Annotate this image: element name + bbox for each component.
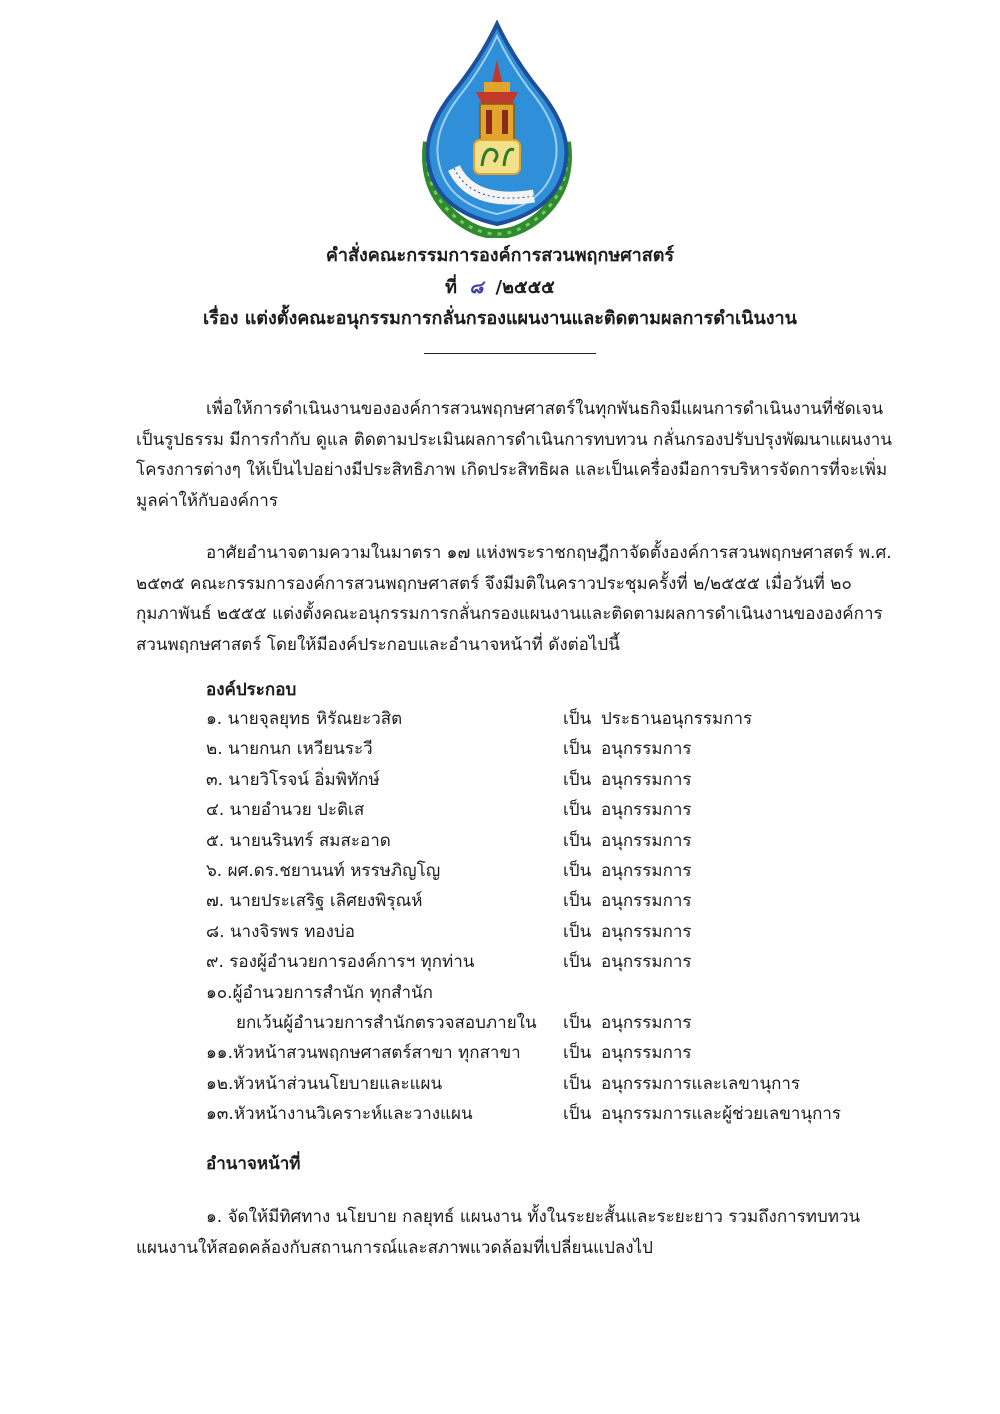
member-pen: เป็น <box>563 1104 592 1125</box>
member-role: อนุกรรมการ <box>601 891 692 912</box>
duties-paragraph <box>136 1202 888 1263</box>
member-name: ๑. นายจุลยุทธ หิรัณยะวสิต <box>206 709 403 729</box>
header-divider <box>424 353 596 354</box>
member-pen: เป็น <box>563 1073 592 1094</box>
member-pen: เป็น <box>563 952 592 973</box>
member-role: อนุกรรมการ <box>601 860 692 881</box>
member-name: ๙. รองผู้อำนวยการองค์การฯ ทุกท่าน <box>206 952 475 973</box>
member-role: อนุกรรมการ <box>601 800 692 821</box>
member-role: อนุกรรมการ <box>601 952 692 973</box>
paragraph-line: ๑. จัดให้มีทิศทาง นโยบาย กลยุทธ์ แผนงาน ทั้งในระยะสั้นและระยะยาว รวมถึงการทบทวน <box>206 1207 861 1227</box>
member-pen: เป็น <box>563 709 592 729</box>
paragraph-line: ๒๕๓๕ คณะกรรมการองค์การสวนพฤกษศาสตร์ จึงมีมติในคราวประชุมครั้งที่ ๒/๒๕๕๕ เมื่อวันที่ ๒๐ <box>136 573 852 594</box>
member-name: ๔. นายอำนวย ปะติเส <box>206 800 365 821</box>
member-name-continuation: ยกเว้นผู้อำนวยการสำนักตรวจสอบภายใน <box>236 1012 537 1033</box>
member-name: ๖. ผศ.ดร.ชยานนท์ หรรษภิญโญ <box>206 860 441 881</box>
organization-emblem-logo <box>414 20 580 238</box>
member-list <box>206 704 886 1129</box>
preamble-paragraph <box>136 394 892 516</box>
order-number-value: ๘ <box>469 277 484 298</box>
member-name: ๓. นายวิโรจน์ อิ่มพิทักษ์ <box>206 769 380 790</box>
order-number-line <box>0 272 1000 301</box>
member-pen: เป็น <box>563 1043 592 1064</box>
list-item <box>206 1038 886 1068</box>
member-role: อนุกรรมการ <box>601 739 692 760</box>
member-name: ๒. นายกนก เหวียนระวี <box>206 739 373 760</box>
member-pen: เป็น <box>563 769 592 790</box>
member-name: ๑๒.หัวหน้าส่วนนโยบายและแผน <box>206 1073 443 1094</box>
paragraph-line: เพื่อให้การดำเนินงานขององค์การสวนพฤกษศาสตร์ในทุกพันธกิจมีแผนการดำเนินงานที่ชัดเจน <box>206 399 884 419</box>
list-item <box>206 1099 886 1129</box>
member-pen: เป็น <box>563 830 592 851</box>
member-name: ๕. นายนรินทร์ สมสะอาด <box>206 830 391 851</box>
authority-paragraph <box>136 538 892 660</box>
member-pen: เป็น <box>563 860 592 881</box>
paragraph-line: มูลค่าให้กับองค์การ <box>136 490 278 511</box>
member-name: ๘. นางจิรพร ทองบ่อ <box>206 921 355 942</box>
order-number-prefix: ที่ <box>445 277 458 298</box>
member-pen: เป็น <box>563 1012 592 1033</box>
order-number-year: /๒๕๕๕ <box>495 277 555 298</box>
paragraph-line: เป็นรูปธรรม มีการกำกับ ดูแล ติดตามประเมินผลการดำเนินการทบทวน กลั่นกรองปรับปรุงพัฒนาแผนงาน <box>136 429 892 450</box>
member-pen: เป็น <box>563 800 592 821</box>
list-item <box>206 947 886 977</box>
paragraph-line: กุมภาพันธ์ ๒๕๕๕ แต่งตั้งคณะอนุกรรมการกลั่นกรองแผนงานและติดตามผลการดำเนินงานขององค์การ <box>136 604 883 624</box>
emblem-drop-icon <box>414 20 580 238</box>
member-name: ๗. นายประเสริฐ เลิศยงพิรุณห์ <box>206 891 423 912</box>
member-role: ประธานอนุกรรมการ <box>601 709 753 729</box>
member-role: อนุกรรมการ <box>601 1043 692 1064</box>
list-item <box>206 1069 886 1099</box>
list-item <box>206 886 886 916</box>
composition-heading: องค์ประกอบ <box>206 680 297 700</box>
list-item <box>206 734 886 764</box>
list-item <box>206 1008 886 1038</box>
member-role: อนุกรรมการ <box>601 1012 692 1033</box>
member-name: ๑๑.หัวหน้าสวนพฤกษศาสตร์สาขา ทุกสาขา <box>206 1043 521 1064</box>
member-pen: เป็น <box>563 921 592 942</box>
member-role: อนุกรรมการและผู้ช่วยเลขานุการ <box>601 1104 842 1125</box>
member-name: ๑๐.ผู้อำนวยการสำนัก ทุกสำนัก <box>206 982 433 1003</box>
duties-heading: อำนาจหน้าที่ <box>206 1154 301 1174</box>
paragraph-line: โครงการต่างๆ ให้เป็นไปอย่างมีประสิทธิภาพ เกิดประสิทธิผล และเป็นเครื่องมือการบริหารจัดการที่จะเพิ่ม <box>136 460 888 480</box>
member-role: อนุกรรมการ <box>601 921 692 942</box>
member-role: อนุกรรมการ <box>601 769 692 790</box>
paragraph-line: แผนงานให้สอดคล้องกับสถานการณ์และสภาพแวดล้อมที่เปลี่ยนแปลงไป <box>136 1237 653 1258</box>
member-role: อนุกรรมการ <box>601 830 692 851</box>
paragraph-line: อาศัยอำนาจตามความในมาตรา ๑๗ แห่งพระราชกฤษฎีกาจัดตั้งองค์การสวนพฤกษศาสตร์ พ.ศ. <box>206 543 892 563</box>
list-item <box>206 704 886 734</box>
monogram-icon <box>474 140 520 174</box>
order-subject: เรื่อง แต่งตั้งคณะอนุกรรมการกลั่นกรองแผนงานและติดตามผลการดำเนินงาน <box>203 308 797 329</box>
member-pen: เป็น <box>563 891 592 912</box>
order-title: คำสั่งคณะกรรมการองค์การสวนพฤกษศาสตร์ <box>325 245 675 266</box>
member-role: อนุกรรมการและเลขานุการ <box>601 1073 801 1094</box>
list-item <box>206 917 886 947</box>
list-item <box>206 765 886 795</box>
list-item <box>206 856 886 886</box>
list-item <box>206 826 886 856</box>
member-name: ๑๓.หัวหน้างานวิเคราะห์และวางแผน <box>206 1104 473 1125</box>
list-item <box>206 978 886 1008</box>
member-pen: เป็น <box>563 739 592 760</box>
paragraph-line: สวนพฤกษศาสตร์ โดยให้มีองค์ประกอบและอำนาจหน้าที่ ดังต่อไปนี้ <box>136 634 620 655</box>
list-item <box>206 795 886 825</box>
